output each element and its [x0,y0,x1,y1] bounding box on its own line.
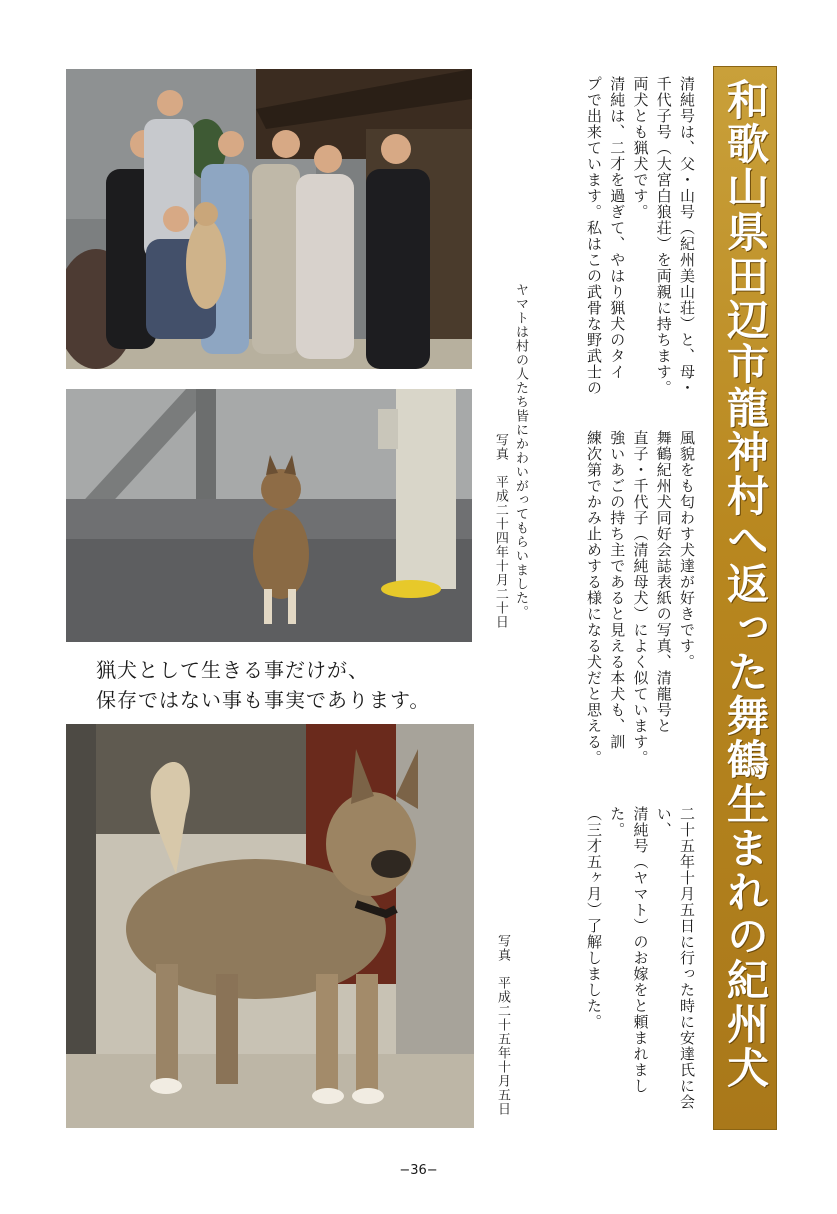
paragraph-bride-request [585,806,698,1116]
paragraph-appearance [548,430,698,770]
paragraph-lineage [548,76,698,406]
text-line: 清純は、二才を過ぎて、やはり猟犬のタイ [608,76,627,380]
text-line: 練次第でかみ止めする様になる犬だと思える。 [585,430,603,766]
text-line: 二十五年十月五日に行った時に安達氏に会い、 [654,806,696,1110]
text-line: 両犬とも猟犬です。 [631,76,650,220]
text-line: 清純号は、父・山号（紀州美山荘）と、母・ [678,76,696,396]
quote-line: 猟犬として生きる事だけが、 [96,658,369,682]
page-title: 和歌山県田辺市龍神村へ返った舞鶴生まれの紀州犬 [721,78,770,1090]
caption-line: 写真 平成二十四年十月二十日 [492,433,508,629]
quote [96,655,496,715]
group-photo [66,69,472,369]
text-line: 風貌をも匂わす犬達が好きです。 [678,430,696,670]
sitting-dog-photo [66,389,472,642]
standing-dog-photo [66,724,474,1128]
text-line: （三才五ヶ月）了解しました。 [585,806,603,1030]
text-line: 清純号（ヤマト）のお嫁をと頼まれました。 [608,806,650,1094]
caption-line: ヤマトは村の人たち皆にかわいがってもらいました。 [513,283,528,619]
text-line: 千代子号（大宮白狼荘）を両親に持ちます。 [654,76,673,396]
page-number: −36− [399,1163,438,1178]
quote-line: 保存ではない事も事実であります。 [96,688,431,712]
text-line: 強いあごの持ち主であると見える本犬も、訓 [608,430,627,750]
caption-yamato [480,283,530,643]
text-line: プで出来ています。私はこの武骨な野武士の [585,76,603,396]
caption-bottom-photo: 写真 平成二十五年十月五日 [495,934,510,1116]
text-line: 舞鶴紀州犬同好会誌表紙の写真、清龍号と [654,430,673,734]
text-line: 直子・千代子（清純母犬）によく似ています。 [631,430,650,766]
